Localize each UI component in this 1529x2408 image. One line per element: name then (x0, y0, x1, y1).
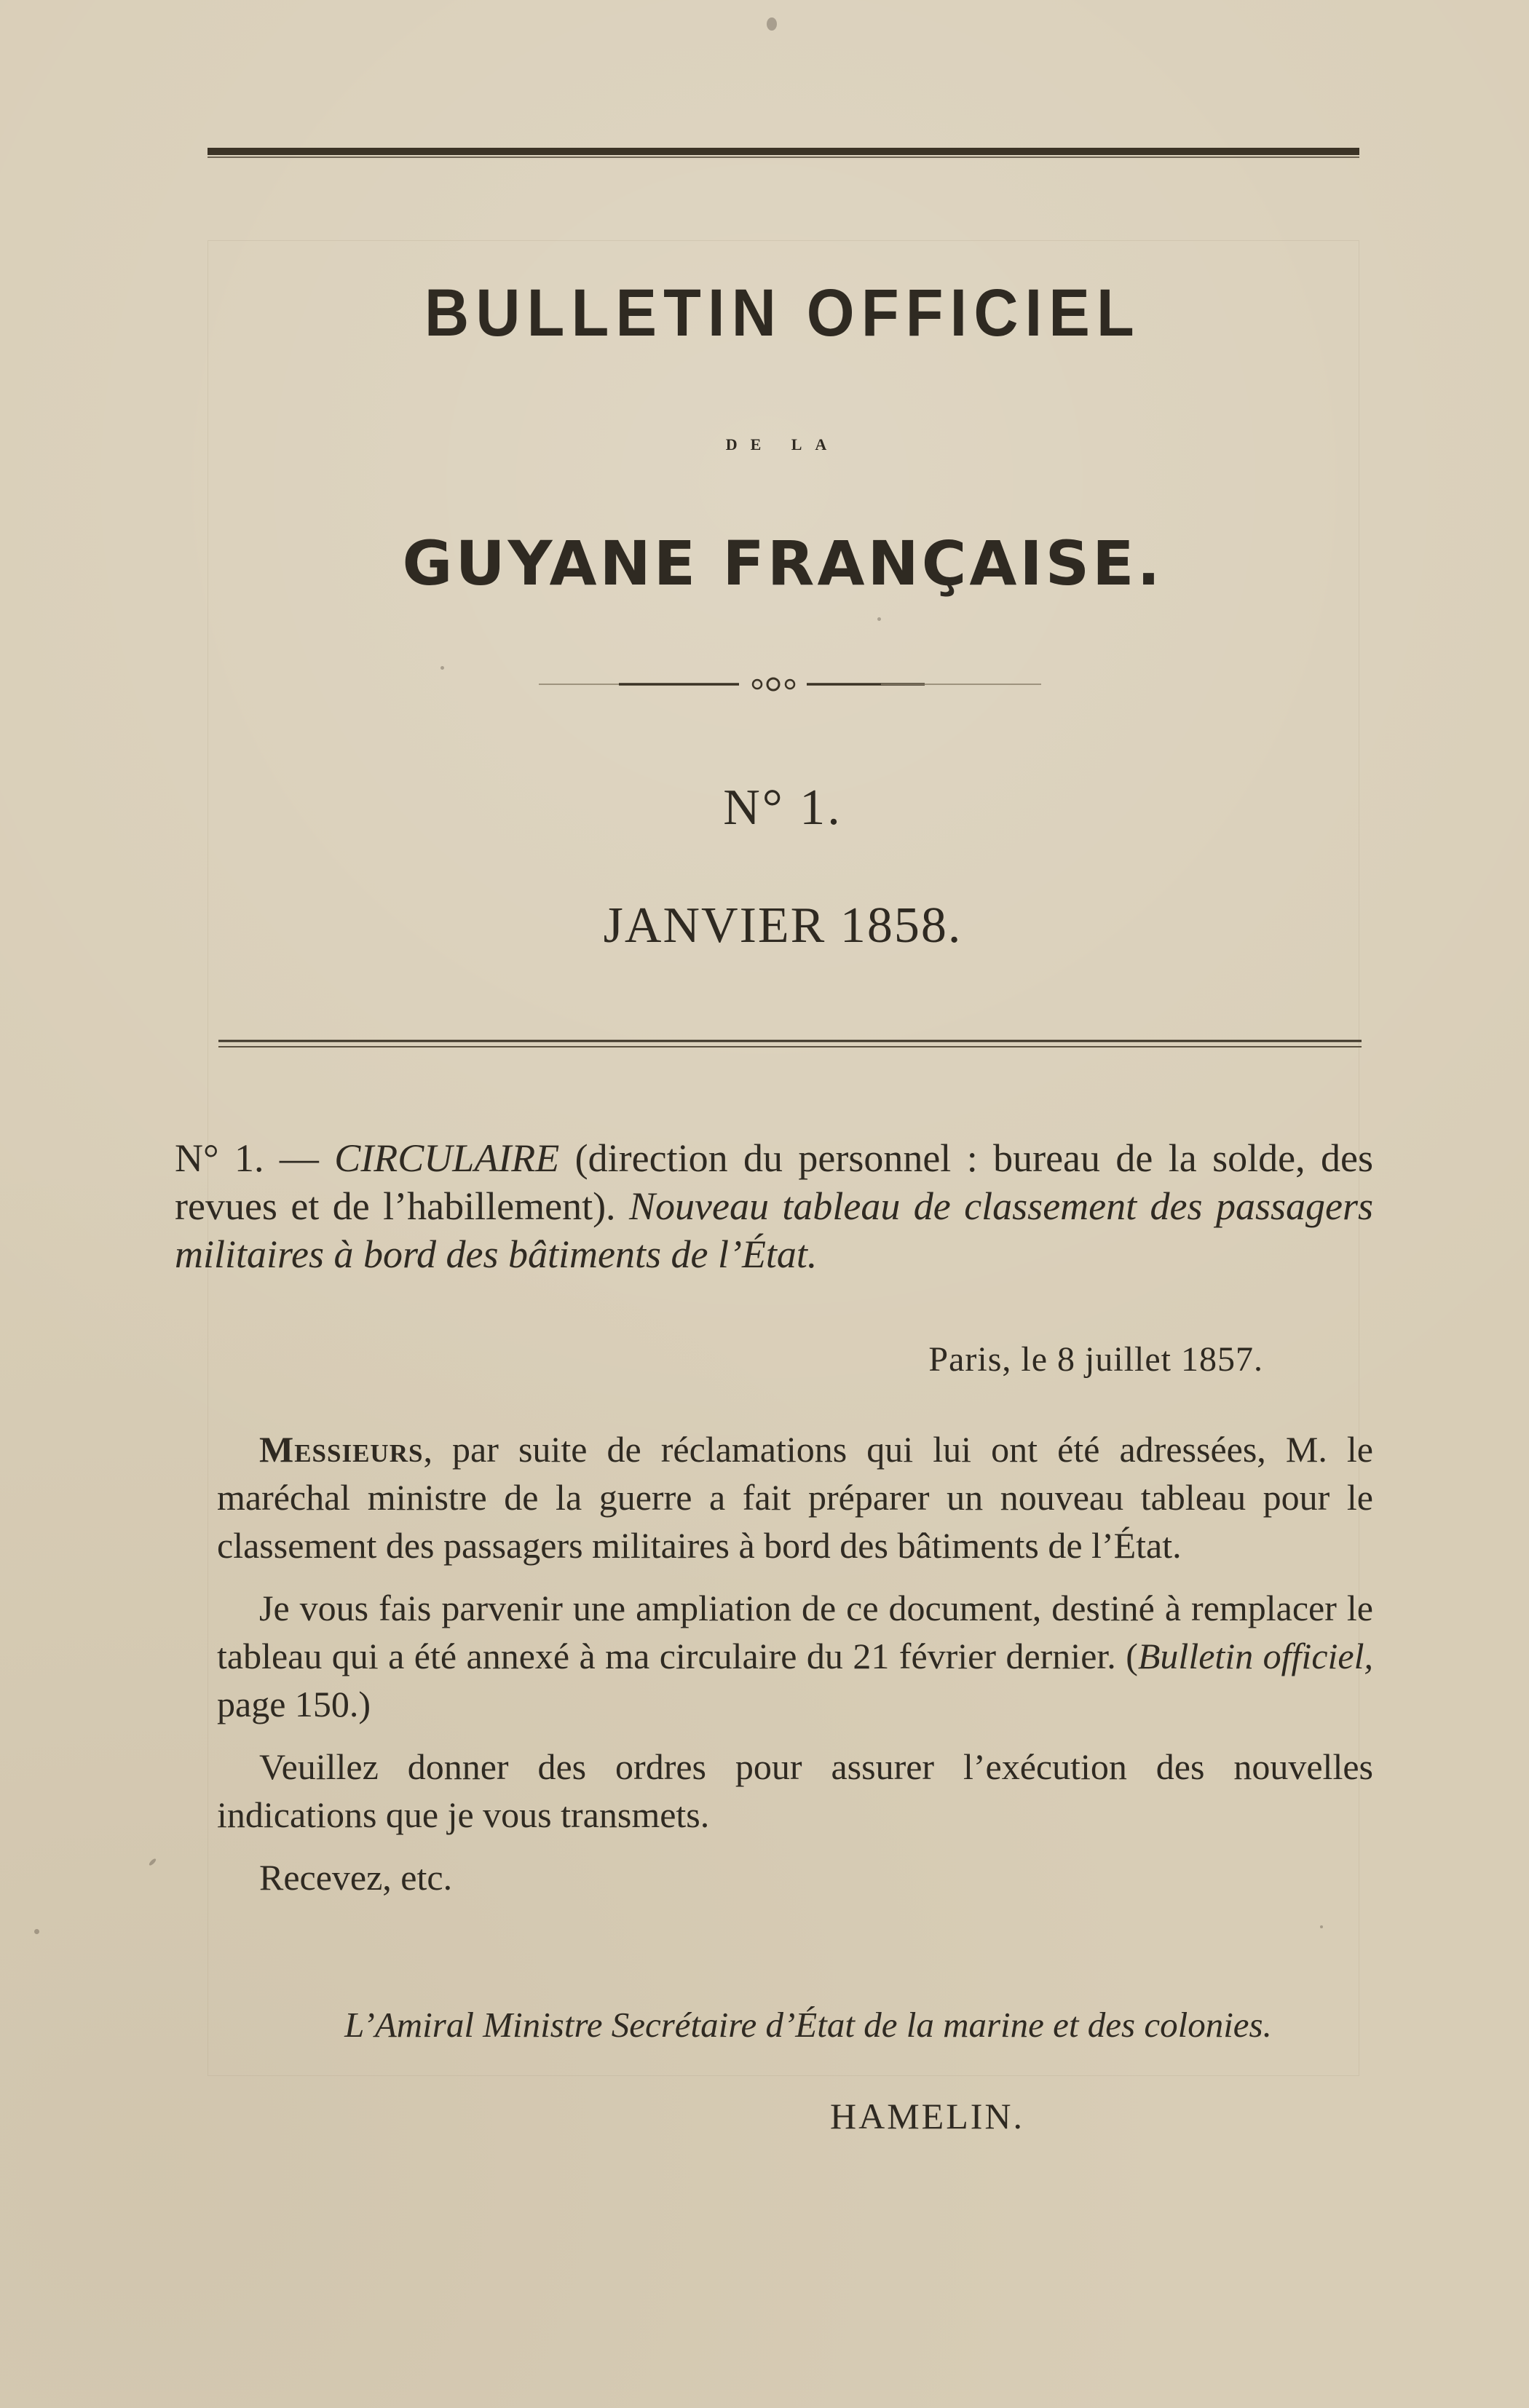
issue-date: JANVIER 1858. (603, 898, 963, 954)
circular-body (217, 1425, 1373, 1916)
article-separator: — (264, 1136, 335, 1180)
dateline: Paris, le 8 juillet 1857. (928, 1340, 1263, 1379)
heading-first-line (175, 1134, 1373, 1278)
signatory-name: HAMELIN. (830, 2096, 1025, 2136)
paper-speck (767, 17, 777, 31)
article-summary: Nouveau tableau de classement des passagers militaires à bord des bâtiments de l’État. (175, 1184, 1374, 1276)
top-rule (208, 148, 1359, 158)
reference-tail: page 150.) (217, 1684, 371, 1724)
paragraph-1-text: , par suite de réclamations qui lui ont été adressées, M. le maréchal ministre de la guerre a fait préparer un nouveau tableau pour le classement des passagers militaires à bord des bâtiments de l’État. (217, 1429, 1373, 1566)
colony-title: GUYANE FRANÇAISE. (402, 528, 1163, 599)
title-connector: DE LA (725, 435, 840, 454)
reference-open: ( (1126, 1636, 1138, 1676)
issue-number: N° 1. (723, 780, 842, 836)
bulletin-reference: Bulletin officiel, (1137, 1636, 1373, 1676)
paragraph-1 (217, 1425, 1373, 1569)
paragraph-4: Recevez, etc. (259, 1857, 453, 1898)
circular-heading (175, 1134, 1374, 1278)
section-rule (218, 1038, 1362, 1051)
paper-speck (877, 617, 881, 621)
paper-speck (440, 666, 444, 670)
paragraph-2-text: Je vous fais parvenir une ampliation de ce document, destiné à remplacer le tableau qui a été annexé à ma circulaire du 21 février dernier. (217, 1588, 1373, 1676)
paragraph-2 (217, 1584, 1373, 1728)
paper-speck (34, 1929, 39, 1934)
salutation: Messieurs (259, 1429, 424, 1470)
article-kind: CIRCULAIRE (334, 1136, 560, 1180)
signatory-title: L’Amiral Ministre Secrétaire d’État de la marine et des colonies. (344, 2005, 1272, 2045)
paper-speck (148, 1858, 157, 1866)
title-ornament (539, 673, 1041, 695)
paragraph-3: Veuillez donner des ordres pour assurer l’exécution des nouvelles indications que je vous transmets. (217, 1746, 1373, 1835)
paper-speck (1320, 1925, 1323, 1928)
bulletin-title: BULLETIN OFFICIEL (424, 276, 1141, 350)
article-subtitle: (direction du personnel : bureau de la solde, des revues et de l’habillement). (175, 1136, 1374, 1228)
article-number: N° 1. (175, 1136, 264, 1180)
